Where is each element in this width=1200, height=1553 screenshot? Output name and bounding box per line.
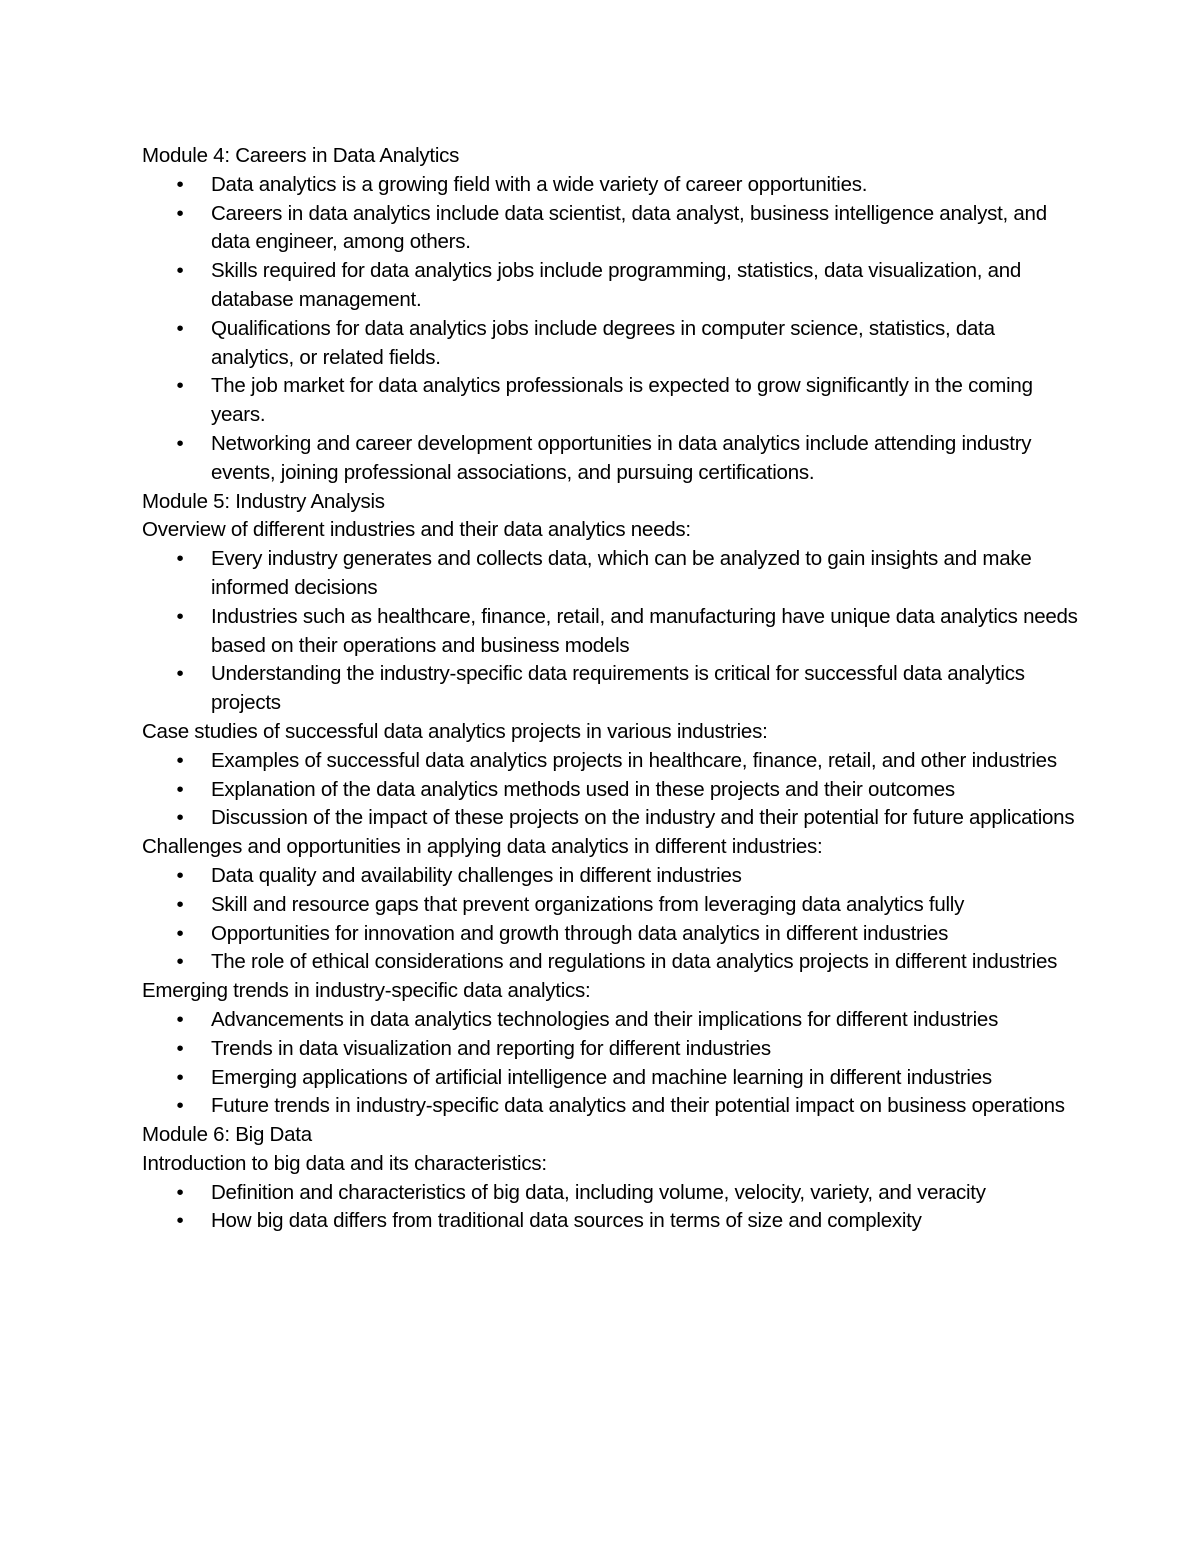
list-item [142,1035,1082,1064]
list-item-text: Careers in data analytics include data scientist, data analyst, business intelligence analyst, and data engineer, among others. [211,201,1047,254]
list-item [142,776,1082,805]
bullet-list [142,1179,1082,1237]
bullet-list [142,171,1082,488]
list-item-text: The job market for data analytics professionals is expected to grow significantly in the coming years. [211,374,1033,427]
bullet-icon: • [176,1007,184,1031]
list-item-text: Data quality and availability challenges in different industries [211,863,742,887]
bullet-icon: • [176,921,184,945]
bullet-list [142,1006,1082,1121]
list-item [142,1064,1082,1093]
list-item [142,1092,1082,1121]
bullet-list [142,747,1082,833]
list-item-text: Examples of successful data analytics projects in healthcare, finance, retail, and other industries [211,748,1057,772]
list-item [142,804,1082,833]
list-item [142,920,1082,949]
list-item [142,948,1082,977]
section-heading: Module 6: Big Data [142,1123,312,1147]
list-item-text: Qualifications for data analytics jobs include degrees in computer science, statistics, data analytics, or related fields. [211,316,995,369]
bullet-icon: • [176,1180,184,1204]
list-item-text: Explanation of the data analytics methods used in these projects and their outcomes [211,777,955,801]
list-item-text: Understanding the industry-specific data requirements is critical for successful data analytics projects [211,662,1025,715]
bullet-list [142,862,1082,977]
bullet-icon: • [176,863,184,887]
list-item-text: How big data differs from traditional data sources in terms of size and complexity [211,1209,922,1233]
list-item [142,1006,1082,1035]
bullet-icon: • [176,777,184,801]
list-item-text: Emerging applications of artificial intelligence and machine learning in different industries [211,1065,992,1089]
list-item [142,660,1082,718]
list-item [142,747,1082,776]
list-item-text: Skill and resource gaps that prevent organizations from leveraging data analytics fully [211,892,965,916]
list-item [142,603,1082,661]
list-item [142,545,1082,603]
list-item [142,862,1082,891]
bullet-icon: • [176,950,184,974]
bullet-icon: • [176,604,184,628]
bullet-icon: • [176,201,184,225]
section-heading: Introduction to big data and its characteristics: [142,1151,547,1175]
bullet-icon: • [176,892,184,916]
list-item-text: Definition and characteristics of big data, including volume, velocity, variety, and veracity [211,1180,986,1204]
bullet-icon: • [176,1094,184,1118]
list-item [142,315,1082,373]
list-item-text: Industries such as healthcare, finance, retail, and manufacturing have unique data analytics needs based on their operations and business models [211,604,1078,657]
section-heading: Emerging trends in industry-specific data analytics: [142,979,591,1003]
bullet-icon: • [176,316,184,340]
list-item [142,430,1082,488]
bullet-icon: • [176,172,184,196]
section-heading: Challenges and opportunities in applying data analytics in different industries: [142,835,823,859]
section-heading: Case studies of successful data analytics projects in various industries: [142,719,768,743]
bullet-icon: • [176,748,184,772]
section-heading: Overview of different industries and their data analytics needs: [142,518,691,542]
bullet-icon: • [176,547,184,571]
list-item-text: The role of ethical considerations and regulations in data analytics projects in different industries [211,950,1058,974]
list-item [142,1179,1082,1208]
list-item-text: Future trends in industry-specific data analytics and their potential impact on business operations [211,1094,1065,1118]
bullet-icon: • [176,1036,184,1060]
bullet-icon: • [176,662,184,686]
document-body [142,142,1082,1236]
list-item [142,200,1082,258]
bullet-icon: • [176,374,184,398]
list-item [142,171,1082,200]
bullet-icon: • [176,259,184,283]
list-item [142,257,1082,315]
section-heading: Module 4: Careers in Data Analytics [142,144,460,167]
bullet-icon: • [176,1209,184,1233]
list-item-text: Trends in data visualization and reporting for different industries [211,1036,771,1060]
list-item-text: Skills required for data analytics jobs include programming, statistics, data visualization, and database management. [211,259,1022,311]
list-item-text: Data analytics is a growing field with a wide variety of career opportunities. [211,172,868,196]
bullet-icon: • [176,806,184,830]
list-item-text: Every industry generates and collects data, which can be analyzed to gain insights and make informed decisions [211,547,1032,599]
list-item [142,372,1082,430]
list-item [142,891,1082,920]
list-item-text: Opportunities for innovation and growth through data analytics in different industries [211,921,949,945]
bullet-icon: • [176,431,184,455]
bullet-icon: • [176,1065,184,1089]
list-item-text: Discussion of the impact of these projects on the industry and their potential for future applications [211,806,1075,830]
bullet-list [142,545,1082,718]
list-item-text: Advancements in data analytics technologies and their implications for different industries [211,1007,999,1031]
list-item-text: Networking and career development opportunities in data analytics include attending industry events, joining professional associations, and pursuing certifications. [211,431,1032,484]
section-heading: Module 5: Industry Analysis [142,489,385,513]
list-item [142,1207,1082,1236]
